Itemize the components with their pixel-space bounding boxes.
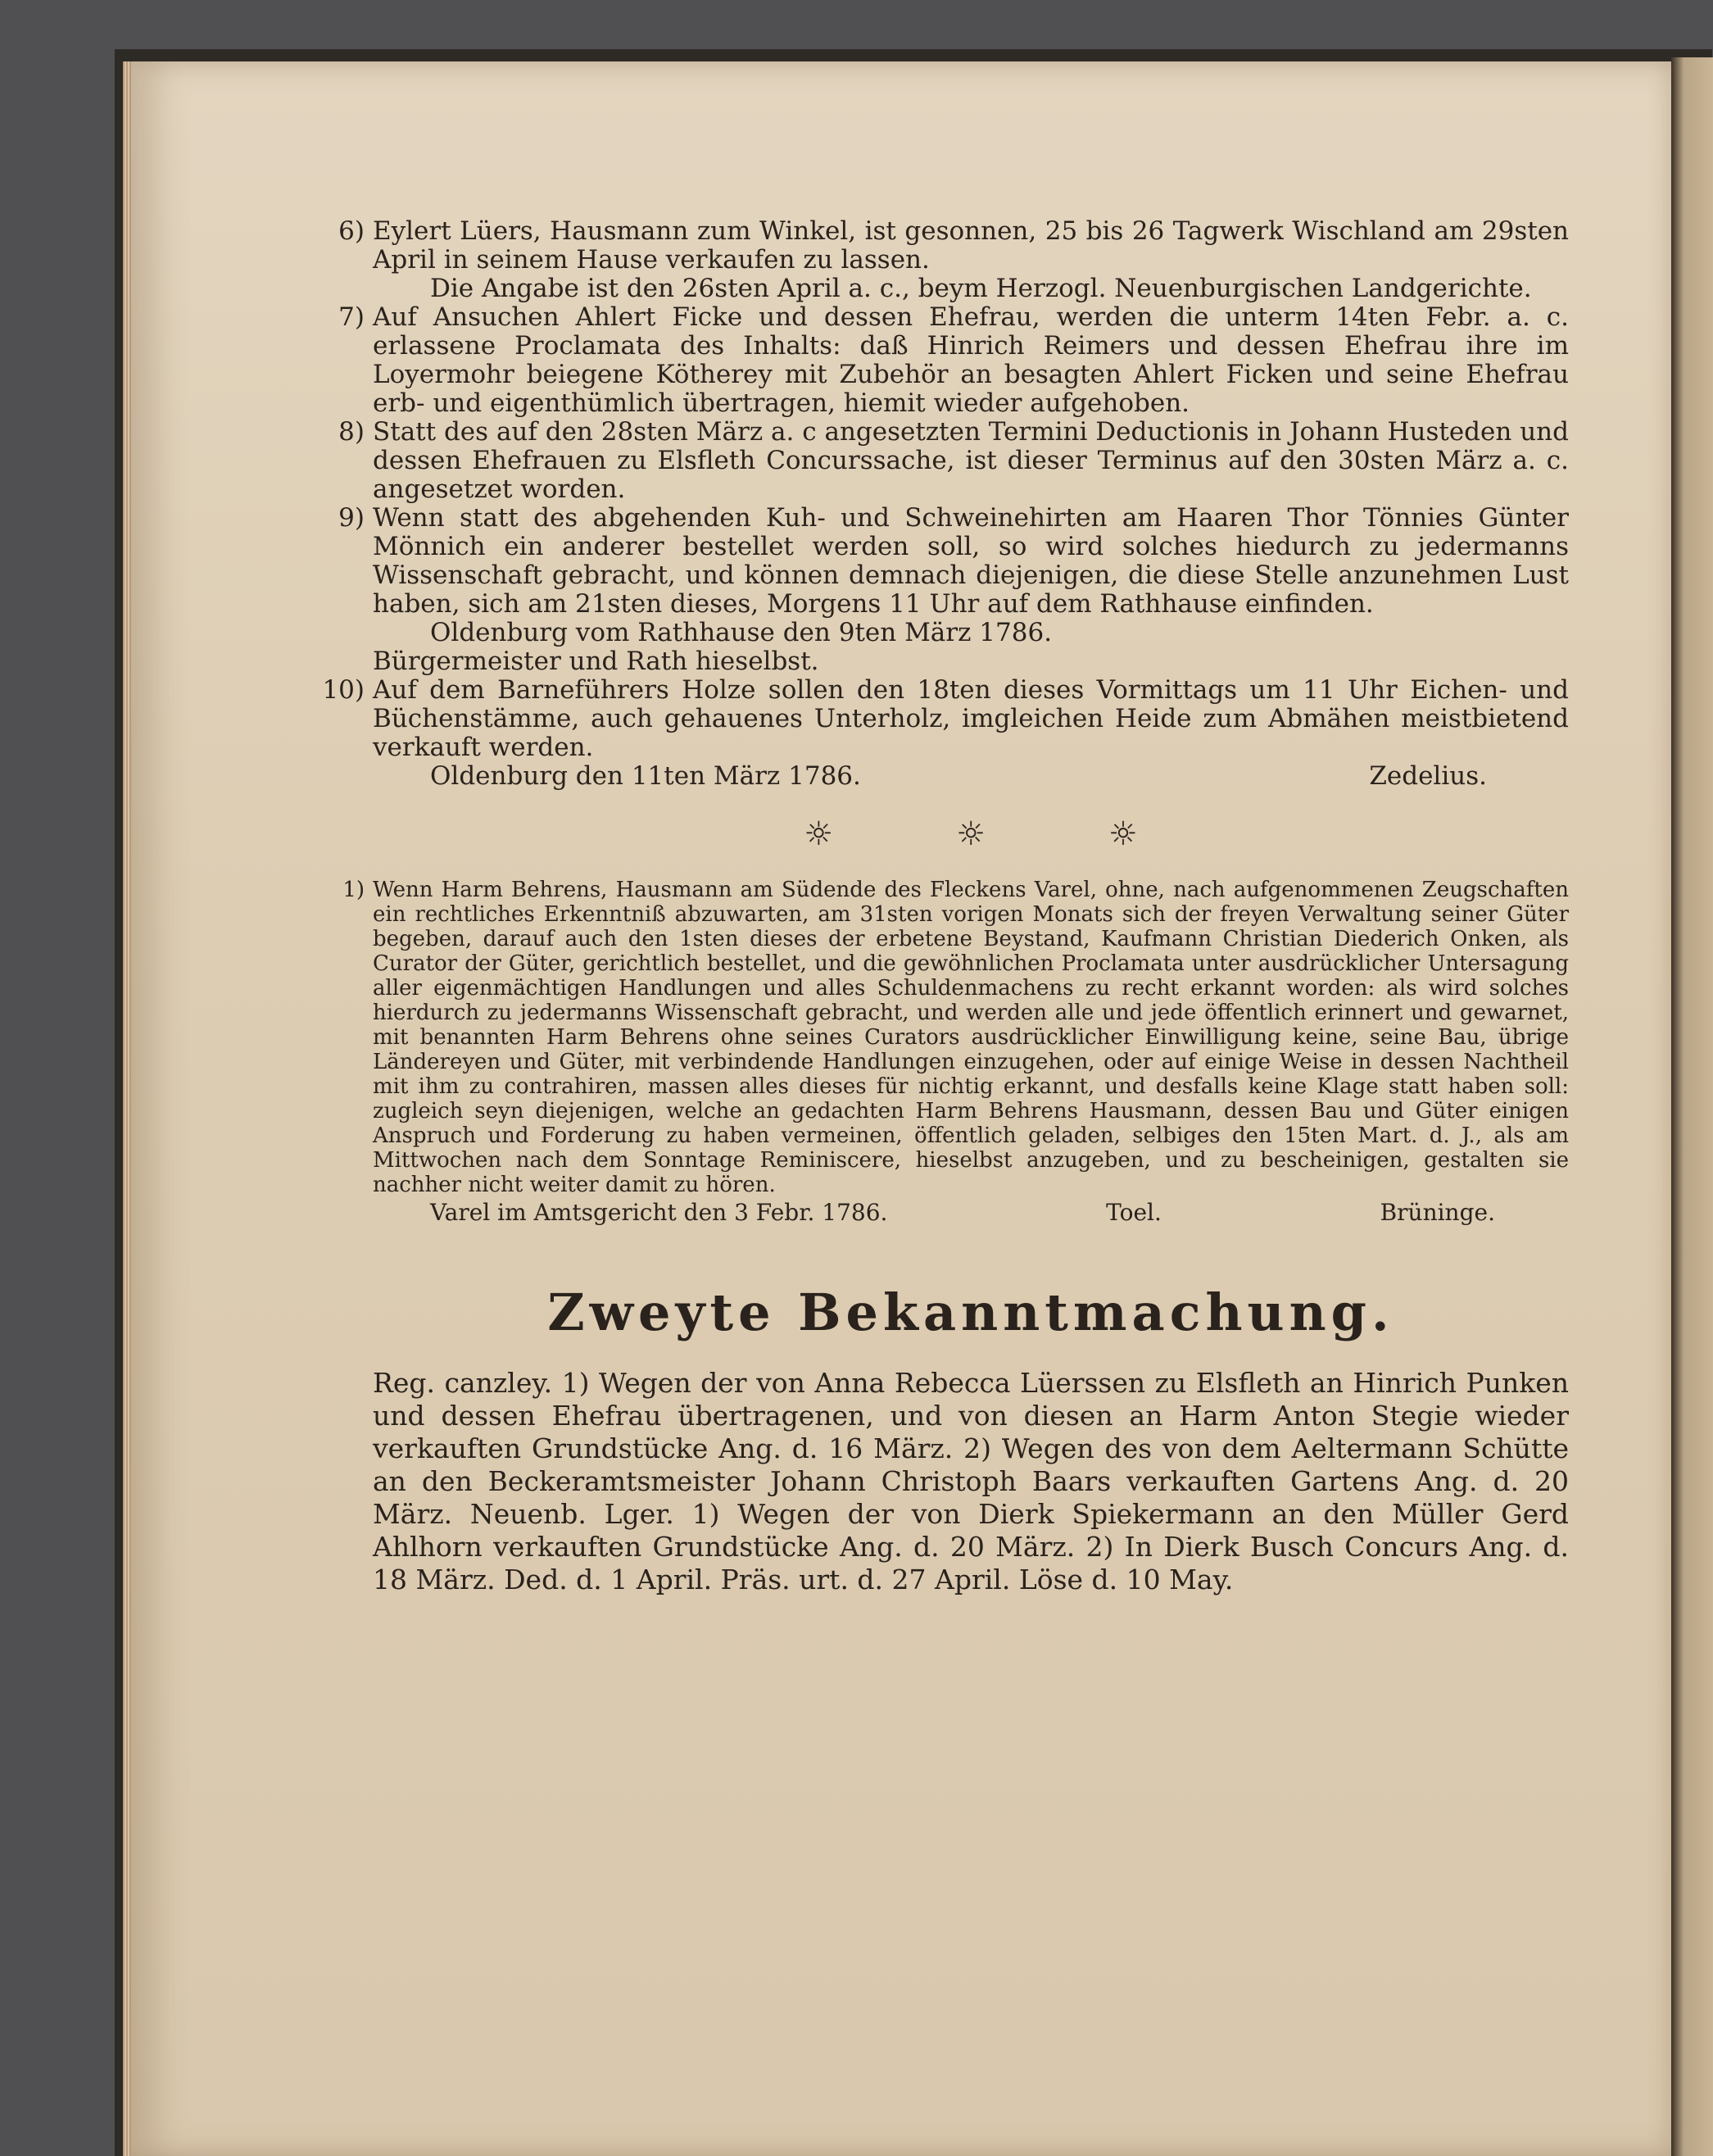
notice-number: 7) [338,302,365,332]
next-page-edge [1671,57,1713,2156]
section-heading: Zweyte Bekanntmachung. [547,1282,1394,1342]
sun-ornament-icon: ☼ [956,815,986,853]
notice-number: 10) [322,675,365,705]
sun-ornament-icon: ☼ [804,815,834,853]
notice-text: Statt des auf den 28sten März a. c angesetzten Termini Deductionis in Johann Husteden und dessen Ehefrauen zu Elsfleth Concurssache, ist dieser Terminus auf den 30sten März a. c. angesetzet worden. [373,417,1569,504]
notice-8 [338,417,1569,504]
notice-text: Auf Ansuchen Ahlert Ficke und dessen Ehefrau, werden die unterm 14ten Febr. a. c. erlassene Proclamata des Inhalts: daß Hinrich Reimers und dessen Ehefrau ihre im Loyermohr beiegene Kötherey mit Zubehör an besagten Ahlert Ficken und seine Ehefrau erb- und eigenthümlich übertragen, hiemit wieder aufgehoben. [373,302,1569,418]
notice-text: Eylert Lüers, Hausmann zum Winkel, ist gesonnen, 25 bis 26 Tagwerk Wischland am 29sten April in seinem Hause verkaufen zu lassen. [373,216,1569,275]
notice-signature: Brüninge. [1380,1199,1495,1226]
notice-text: Wenn statt des abgehenden Kuh- und Schweinehirten am Haaren Thor Tönnies Günter Mönnich ein anderer bestellet werden soll, so wird solches hiedurch zu jedermanns Wissenschaft gebracht, und können demnach diejenigen, die diese Stelle anzunehmen Lust haben, sich am 21sten dieses, Morgens 11 Uhr auf dem Rathhause einfinden. [373,503,1569,619]
notice-note: Die Angabe ist den 26sten April a. c., beym Herzogl. Neuenburgischen Landgerichte. [430,274,1532,303]
notice-number: 1) [342,878,365,902]
notice-text: Wenn Harm Behrens, Hausmann am Südende des Fleckens Varel, ohne, nach aufgenommenen Zeugschaften ein rechtliches Erkenntniß abzuwarten, am 31sten vorigen Monats sich der freyen Verwaltung seiner Güter begeben, darauf auch den 1sten dieses der erbetene Beystand, Kaufmann Christian Diederich Onken, als Curator der Güter, gerichtlich bestellet, und die gewöhnlichen Proclamata unter ausdrücklicher Untersagung aller eigenmächtigen Handlungen und alles Schuldenmachens zu recht erkannt worden: als wird solches hierdurch zu jedermanns Wissenschaft gebracht, und werden alle und jede öffentlich erinnert und gewarnet, mit benannten Harm Behrens ohne seines Curators ausdrücklicher Einwilligung keine, seine Bau, übrige Ländereyen und Güter, mit verbindende Handlungen einzugehen, oder auf einige Weise in dessen Nachtheil mit ihm zu contrahiren, massen alles dieses für nichtig erkannt, und desfalls keine Klage statt haben soll: zugleich seyn diejenigen, welche an gedachten Harm Behrens Hausmann, dessen Bau und Güter einigen Anspruch und Forderung zu haben vermeinen, öffentlich geladen, selbiges den 15ten Mart. d. J., als am Mittwochen nach dem Sonntage Reminiscere, hieselbst anzugeben, und zu bescheinigen, gestalten sie nachher nicht weiter damit zu hören. [373,878,1569,1197]
notice-9 [338,503,1569,676]
notice-place-date: Oldenburg vom Rathhause den 9ten März 1786. [430,618,1053,647]
notice-number: 9) [338,503,365,533]
notice-signature: Bürgermeister und Rath hieselbst. [373,647,819,676]
sun-ornament-icon: ☼ [1108,815,1138,853]
second-announcement [373,1367,1569,1596]
notice-footer [373,762,1569,791]
notice-7 [338,302,1569,418]
notice-text: Auf dem Barneführers Holze sollen den 18ten dieses Vormittags um 11 Uhr Eichen- und Büchenstämme, auch gehauenes Unterholz, imgleichen Heide zum Abmähen meistbietend verkauft werden. [373,675,1569,762]
notice-varel [342,878,1569,1226]
notice-10 [322,675,1569,791]
notice-place-date: Oldenburg den 11ten März 1786. [430,761,861,791]
notice-signature: Toel. [1106,1199,1162,1226]
section-divider [373,815,1569,853]
notice-number: 6) [338,216,365,246]
notice-number: 8) [338,417,365,447]
notice-place-date: Varel im Amtsgericht den 3 Febr. 1786. [430,1199,888,1226]
notice-6 [338,216,1569,303]
page-content [322,216,1569,1596]
notice-signature: Zedelius. [1369,761,1487,791]
notice-footer [373,1201,1569,1225]
announcement-text: Reg. canzley. 1) Wegen der von Anna Rebecca Lüerssen zu Elsfleth an Hinrich Punken und dessen Ehefrau übertragenen, und von diesen an Harm Anton Stegie wieder verkauften Grundstücke Ang. d. 16 März. 2) Wegen des von dem Aeltermann Schütte an den Beckeramtsmeister Johann Christoph Baars verkauften Gartens Ang. d. 20 März. Neuenb. Lger. 1) Wegen der von Dierk Spiekermann an den Müller Gerd Ahlhorn verkauften Grundstücke Ang. d. 20 März. 2) In Dierk Busch Concurs Ang. d. 18 März. Ded. d. 1 April. Präs. urt. d. 27 April. Löse d. 10 May. [373,1367,1569,1595]
